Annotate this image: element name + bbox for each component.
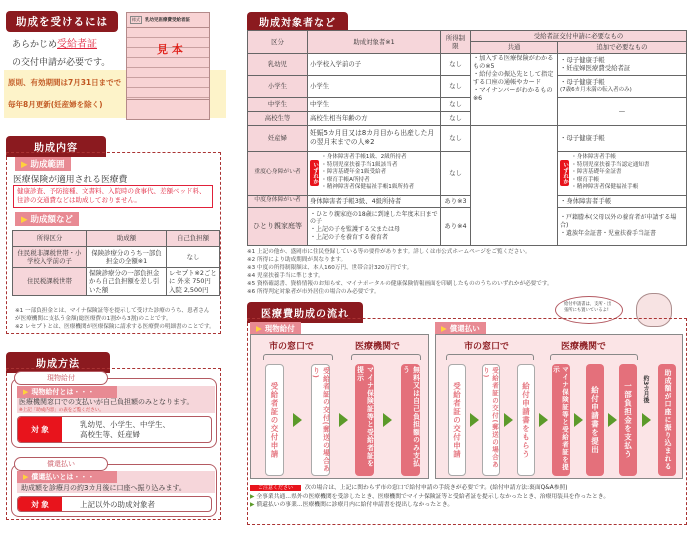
arrow-right-icon	[293, 413, 302, 427]
table-row: ひとり親家庭等 ・ひとり親家庭の18歳に到達した年度末日までの子 ・上記の子を監護する父または母 ・上記の子を養育する養育者 あり※4 ・戸籍謄本(父母以外の養育者が申請する場合) ・遺族年金証書・児童扶養手当証書	[248, 207, 687, 245]
method-header: 助成方法	[6, 352, 110, 373]
caution-box: ご注意ください 次の場合は、上記に関わらず市の窓口で給付申請の手続きが必要です。(給付申請方法:裏面Q&A参照) ▶ 全事業共通…県外の医療機関を受診したとき、医療機関でマイナ保険証等と受給者証を提示しなかったとき、治療用装具を作ったとき。 ▶ 償還払いの事業…医療機関に診療月内に給付申請書を提出しなかったとき。	[250, 485, 610, 509]
amount-table: 所得区分 助成額 自己負担額 住民税非課税世帯・小学校入学前の子 保険診療分のうち一部負担金の全額※1 なし 住民税課税世帯 保険診療分の一部負担金から自己負担額を差し引いた額 レセプト※2ごとに 外来 750円 入院 2,500円	[12, 230, 220, 296]
arrow-right-icon	[339, 413, 348, 427]
flow-step: 給付申請書を提出	[586, 364, 604, 476]
certificate-link[interactable]: 受給者証	[57, 39, 98, 50]
refund-subheader: ▶ 償還払いとは・・・	[17, 471, 117, 483]
flow-inkind-label: ▶ 現物給付	[250, 322, 301, 335]
content-section: ▶ 助成範囲 医療保険が適用される医療費 健康診査、予防接種、文書料、入院時の食事代、差額ベッド料、往診の交通費などは助成しておりません。 ▶ 助成額など 所得区分 助成額 自己負担額 住民税非課税世帯・小学校入学前の子 保険診療分のうち一部負担金の全額※1 なし 住民税課税世帯 保険診療分の一部負担金から自己負担額を差し引いた額 レセプト※2ごとに 外来 750円 入院 2,500円 ※1 一部負担金とは、マイナ保険証等を提示して受けた診療のうち、患者さんが医療機関に支払う金額(総医療費の1割から3割)のことです。 ※2 レセプトとは、医療機関が医療保険に請求する医療費の明細書のことです。	[6, 152, 221, 334]
eligible-header: 助成対象者など	[247, 12, 348, 31]
triangle-icon: ▶	[21, 160, 28, 170]
target-badge: 対 象	[18, 417, 62, 442]
table-row: 中学生 中学生 なし —	[248, 97, 687, 111]
flow-refund-panel: 市の窓口で 医療機関で 受給者証の交付申請 受給者証の交付(郵送の場合あり) 給付申請書をもらう マイナ保険証等と受給者証を提示 給付申請書を提出 一部負担金を支払う 約3カ月後 助成額が口座に振り込まれる	[435, 334, 683, 479]
flow-refund-label: ▶ 償還払い	[435, 322, 486, 335]
flow-step: 受給者証の交付申請	[265, 364, 284, 476]
eligible-notes: ※1 上記の他か、盛岡市に住民登録している等の要件があります。詳しくは市公式ホームページをご覧ください。 ※2 所得により助成期間が異なります。 ※3 中度の所得制限額は、本人160万円、世帯合計320万円です。 ※4 児童扶養手当に準じます。 ※5 資格確認書、資格情報のお知らせ、マイナポータルの健康保険情報画面を印刷したもののうちのいずれかが必要です。 ※6 所得判定対象者が市外居住の場合のみ必要です。	[247, 248, 553, 296]
flow-step: 一部負担金を支払う	[619, 364, 637, 476]
arrow-right-icon	[539, 413, 548, 427]
any-badge: いずれか	[310, 160, 319, 186]
tab-refund[interactable]: 償還払い	[14, 457, 108, 471]
flow-section	[247, 318, 687, 525]
flow-header: 医療費助成の流れ	[247, 302, 363, 323]
arrow-right-icon	[574, 413, 583, 427]
method-section: 現物給付 ▶ 現物給付とは・・・ 医療機関窓口での支払いが自己負担額のみとなります。 ※上記「助成内容」の表をご覧ください。 対 象 乳幼児、小学生、中学生、高校生等、妊産婦 償還払い ▶ 償還払いとは・・・ 助成額を診療月の約3カ月後に口座へ振り込みます。 対 象 上記以外の助成対象者	[6, 368, 221, 520]
caution-badge: ご注意ください	[250, 485, 301, 491]
amount-subheader: ▶ 助成額など	[15, 212, 79, 226]
table-row: 乳幼児 小学校入学前の子 なし ・加入する医療保険がわかるもの※5 ・給付金の振込先として指定する口座の通帳やカード ・マイナンバーがわかるもの※6 ・母子健康手帳 ・妊産婦医療費受給者証	[248, 53, 687, 75]
sample-stamp: 見 本	[157, 43, 183, 56]
flow-step: マイナ保険証等と受給者証を提示	[355, 364, 374, 476]
eligible-table: 区分 助成対象者※1 所得制限 受給者証交付申請に必要なもの 共通 追加で必要なもの 乳幼児 小学校入学前の子 なし ・加入する医療保険がわかるもの※5 ・給付金の振込先として指定する口座の通帳やカード ・マイナンバーがわかるもの※6 ・母子健康手帳 ・妊産婦医療費受給者証 小学生 小学生 なし ・母子健康手帳 (7歳6カ月未満の転入者のみ) 中学生 中学生 なし — 高校生等 高校生相当年齢の方 なし 妊産婦 妊娠5カ月目又は8カ月目から出産した月の翌月末までの人※2 なし ・母子健康手帳 重度心身障がい者 いずれか ・身体障害者手帳1級、2級所持者 ・特別児童扶養手当1級該当者 ・障害基礎年金1級受給者 ・療育手帳A所持者 ・精神障害者保健福祉手帳1級所持者 なし いずれか ・身体障害者手帳 ・特別児童扶養手当認定通知書 ・障害基礎年金証書 ・療育手帳 ・精神障害者保健福祉手帳 中度身体障がい者 身体障害者手帳3級、4級所持者 あり※3 ・身体障害者手帳 ひとり親家庭等 ・ひとり親家庭の18歳に到達した年度末日までの子 ・上記の子を監護する父または母 ・上記の子を養育する養育者 あり※4 ・戸籍謄本(父母以外の養育者が申請する場合) ・遺族年金証書・児童扶養手当証書 ※1 上記の他か、盛岡市に住民登録している等の要件があります。詳しくは市公式ホームページをご覧ください。 ※2 所得により助成期間が異なります。 ※3 中度の所得制限額は、本人160万円、世帯合計320万円です。 ※4 児童扶養手当に準じます。 ※5 資格確認書、資格情報のお知らせ、マイナポータルの健康保険情報画面を印刷したもののうちのいずれかが必要です。 ※6 所得判定対象者が市外居住の場合のみ必要です。	[247, 30, 687, 296]
arrow-right-icon	[504, 413, 513, 427]
flow-step: 助成額が口座に振り込まれる	[658, 364, 676, 476]
arrow-right-icon	[470, 413, 479, 427]
content-header: 助成内容	[6, 136, 106, 157]
flow-step: 受給者証の交付(郵送の場合あり)	[482, 364, 500, 476]
table-row: 小学生 小学生 なし ・母子健康手帳 (7歳6カ月未満の転入者のみ)	[248, 75, 687, 97]
table-row: 高校生等 高校生相当年齢の方 なし	[248, 111, 687, 125]
intro-title: 助成を受けるには	[6, 11, 118, 32]
arrow-right-icon	[608, 413, 617, 427]
flow-step: 受給者証の交付申請	[448, 364, 466, 476]
flow-step: 給付申請書をもらう	[517, 364, 535, 476]
range-subheader: ▶ 助成範囲	[15, 157, 71, 171]
table-row: 中度身体障がい者 身体障害者手帳3級、4級所持者 あり※3 ・身体障害者手帳	[248, 195, 687, 207]
content-notes: ※1 一部負担金とは、マイナ保険証等を提示して受けた診療のうち、患者さんが医療機関に支払う金額(総医療費の1割から3割)のことです。 ※2 レセプトとは、医療機関が医療保険に請求する医療費の明細書のことです。	[15, 308, 215, 331]
flow-step: 無料又は自己負担額のみ支払う	[401, 364, 420, 476]
table-row: 妊産婦 妊娠5カ月目又は8カ月目から出産した月の翌月末までの人※2 なし ・母子健康手帳	[248, 125, 687, 151]
wait-label: 約3カ月後	[642, 375, 649, 404]
flow-step: 受給者証の交付(郵送の場合あり)	[311, 364, 330, 476]
validity-box: 原則、有効期間は7月31日までで 毎年8月更新(妊産婦を除く)	[4, 70, 226, 118]
arrow-right-icon	[642, 413, 651, 427]
common-docs: ・加入する医療保険がわかるもの※5 ・給付金の振込先として指定する口座の通帳やカード ・マイナンバーがわかるもの※6	[471, 53, 558, 125]
speech-bubble: 給付申請書は、支所・出張所にも置いているよ!	[555, 296, 623, 324]
flow-step: マイナ保険証等と受給者証を提示	[552, 364, 570, 476]
table-row: 重度心身障がい者 いずれか ・身体障害者手帳1級、2級所持者 ・特別児童扶養手当1級該当者 ・障害基礎年金1級受給者 ・療育手帳A所持者 ・精神障害者保健福祉手帳1級所持者 なし いずれか ・身体障害者手帳 ・特別児童扶養手当認定通知書 ・障害基礎年金証書 ・療育手帳 ・精神障害者保健福祉手帳	[248, 151, 687, 195]
inkind-subheader: ▶ 現物給付とは・・・	[17, 386, 117, 398]
sample-certificate: 様式 乳幼児医療費受給者証 見 本	[126, 12, 210, 120]
intro-section	[6, 11, 118, 32]
exclusion-note: 健康診査、予防接種、文書料、入院時の食事代、差額ベッド料、往診の交通費などは助成しておりません。	[13, 185, 213, 208]
intro-text: あらかじめ受給者証 の交付申請が必要です。	[12, 39, 111, 68]
arrow-right-icon	[383, 413, 392, 427]
flow-inkind-panel: 市の窓口で 医療機関で 受給者証の交付申請 受給者証の交付(郵送の場合あり) マイナ保険証等と受給者証を提示 無料又は自己負担額のみ支払う	[250, 334, 429, 479]
tab-inkind[interactable]: 現物給付	[14, 371, 108, 385]
